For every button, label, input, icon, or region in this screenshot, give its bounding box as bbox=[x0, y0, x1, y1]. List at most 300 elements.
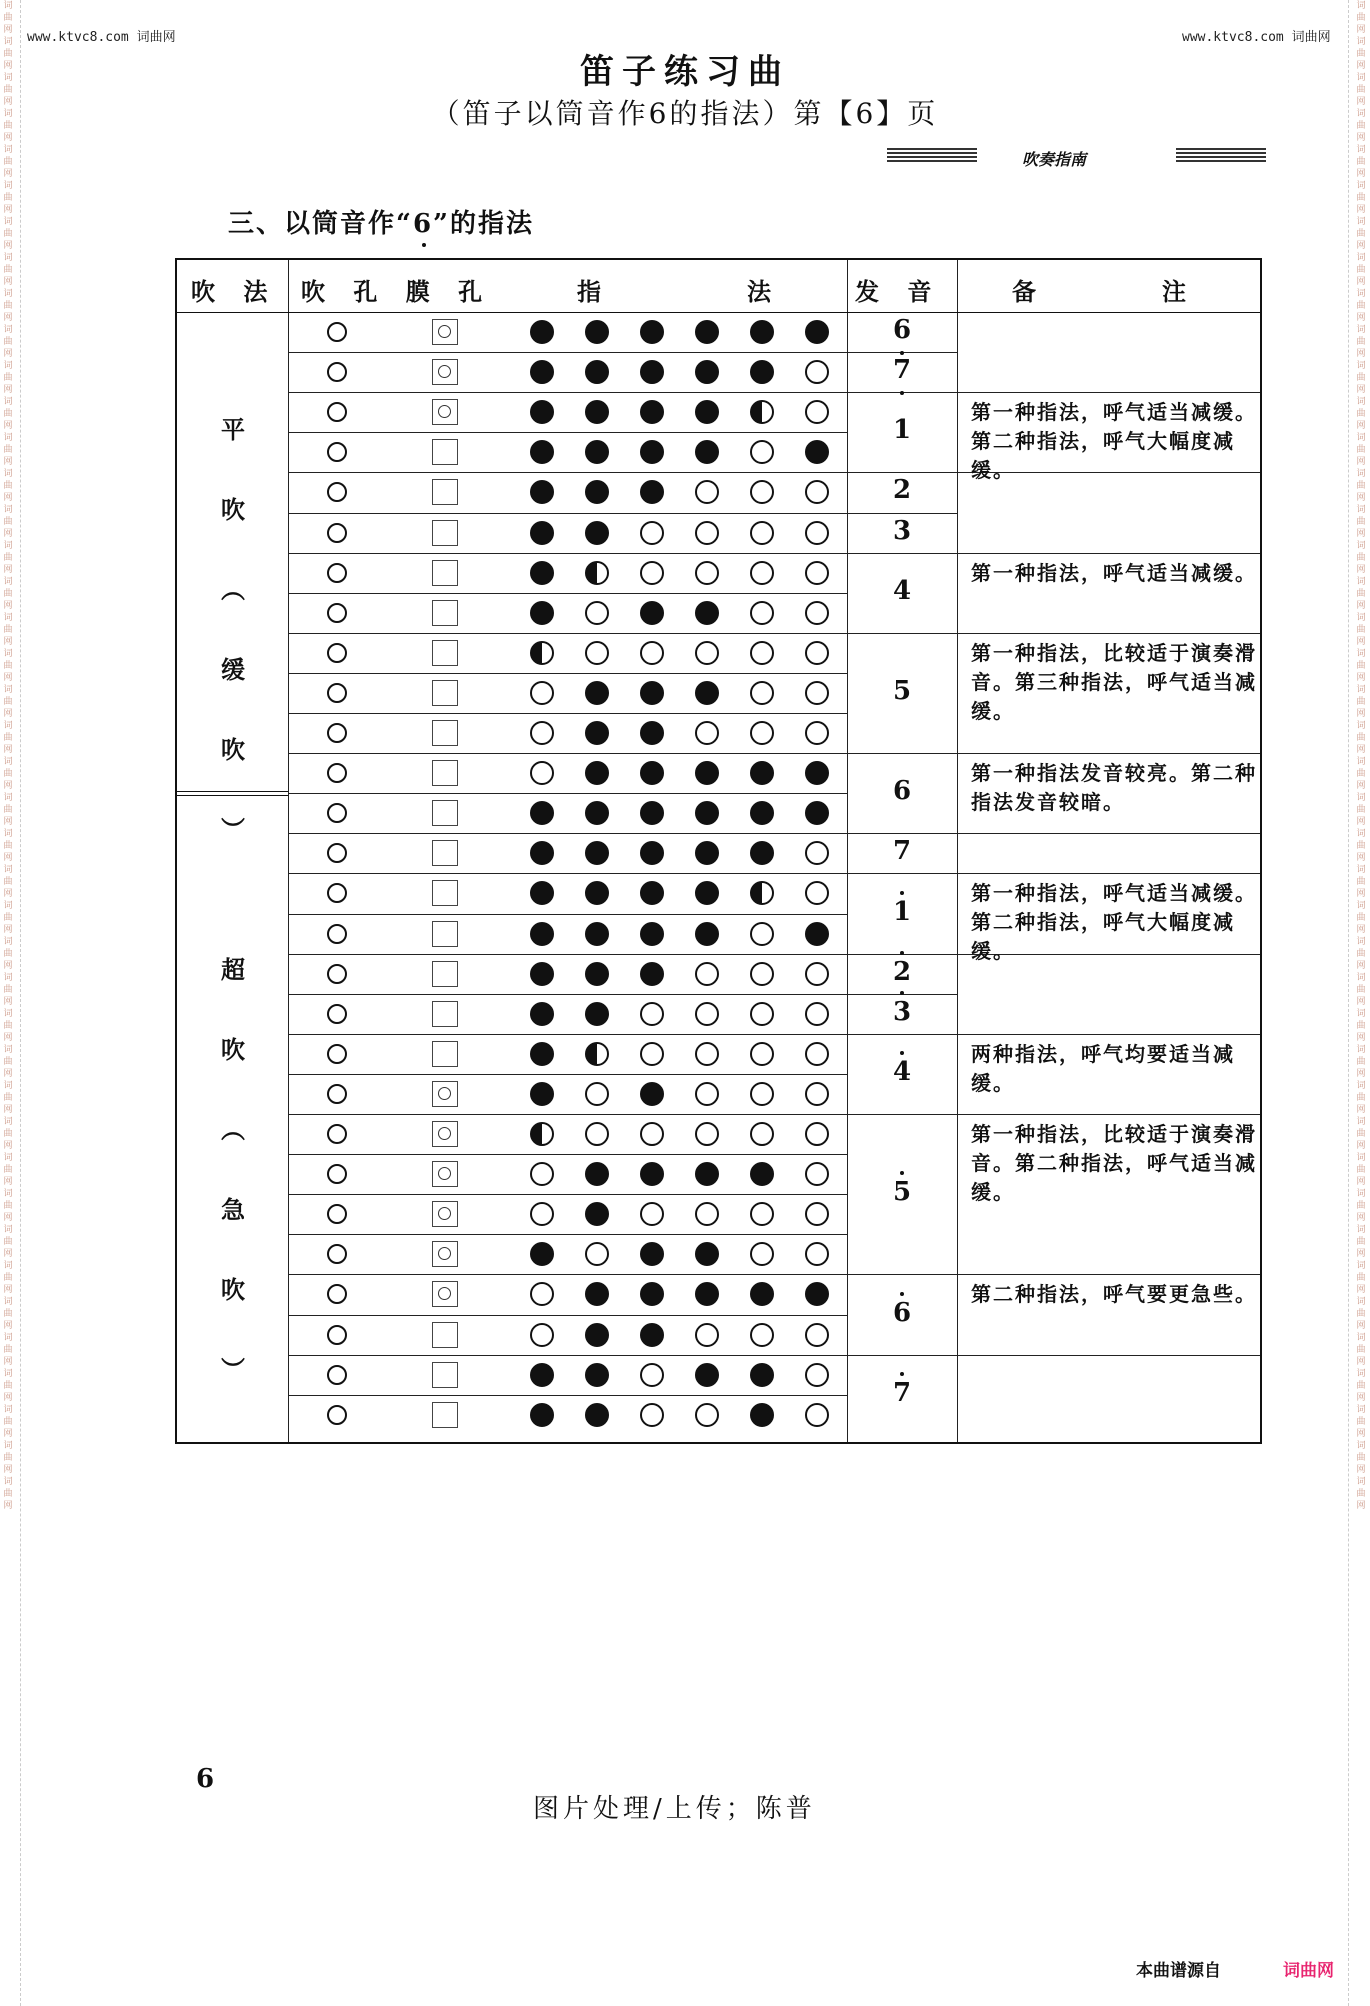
finger-hole-icon bbox=[640, 841, 664, 865]
note-divider bbox=[847, 833, 957, 834]
note-divider bbox=[847, 1034, 957, 1035]
source-label: 本曲谱源自 bbox=[1136, 1961, 1221, 1981]
finger-hole-icon bbox=[805, 1082, 829, 1106]
row-divider bbox=[288, 553, 847, 554]
finger-hole-icon bbox=[805, 1002, 829, 1026]
finger-hole-icon bbox=[530, 1242, 554, 1266]
header-bar-right bbox=[1176, 148, 1266, 162]
finger-hole-icon bbox=[695, 521, 719, 545]
note-label: 2 bbox=[892, 475, 912, 506]
finger-hole-icon bbox=[640, 320, 664, 344]
finger-hole-icon bbox=[805, 1363, 829, 1387]
octave-dot bbox=[900, 391, 904, 395]
right-side-watermark: 词曲网词曲网词曲网词曲网词曲网词曲网词曲网词曲网词曲网词曲网词曲网词曲网词曲网词曲网词曲网词曲网词曲网词曲网词曲网词曲网词曲网词曲网词曲网词曲网词曲网词曲网词曲网词曲网词曲网词曲网词曲网词曲网词曲网词曲网词曲网词曲网词曲网词曲网词曲网词曲网词曲网词曲网 bbox=[1356, 1, 1366, 1511]
finger-hole-icon bbox=[585, 1242, 609, 1266]
finger-hole-icon bbox=[530, 1082, 554, 1106]
membrane-hole-icon bbox=[432, 1001, 458, 1027]
finger-hole-icon bbox=[585, 320, 609, 344]
finger-hole-icon bbox=[750, 521, 774, 545]
finger-hole-icon bbox=[585, 440, 609, 464]
finger-hole-icon bbox=[805, 521, 829, 545]
finger-hole-icon bbox=[695, 962, 719, 986]
octave-dot bbox=[900, 891, 904, 895]
membrane-hole-icon bbox=[432, 319, 458, 345]
row-divider bbox=[288, 873, 847, 874]
finger-hole-icon bbox=[640, 641, 664, 665]
finger-hole-icon bbox=[640, 480, 664, 504]
finger-hole-icon bbox=[805, 641, 829, 665]
finger-hole-icon bbox=[805, 1242, 829, 1266]
finger-hole-icon bbox=[640, 922, 664, 946]
note-divider bbox=[847, 1274, 957, 1275]
right-side-line bbox=[1348, 0, 1349, 2006]
row-divider bbox=[288, 753, 847, 754]
finger-hole-icon bbox=[695, 1042, 719, 1066]
finger-hole-icon bbox=[750, 480, 774, 504]
note-label: 4 bbox=[892, 1056, 912, 1087]
blow-hole-icon bbox=[327, 603, 347, 623]
header-note: 发 音 bbox=[855, 277, 942, 306]
row-divider bbox=[288, 1315, 847, 1316]
row-divider bbox=[288, 994, 847, 995]
finger-hole-icon bbox=[530, 1042, 554, 1066]
finger-hole-icon bbox=[530, 1202, 554, 1226]
mode-high-char: ︵ bbox=[221, 1115, 245, 1144]
finger-hole-icon bbox=[805, 1323, 829, 1347]
finger-hole-icon bbox=[530, 881, 554, 905]
membrane-hole-icon bbox=[432, 1241, 458, 1267]
finger-hole-icon bbox=[750, 761, 774, 785]
finger-hole-icon bbox=[695, 721, 719, 745]
blow-hole-icon bbox=[327, 563, 347, 583]
finger-hole-icon bbox=[530, 480, 554, 504]
row-divider bbox=[288, 713, 847, 714]
finger-hole-icon bbox=[530, 721, 554, 745]
finger-hole-icon bbox=[695, 360, 719, 384]
finger-hole-icon bbox=[585, 1082, 609, 1106]
finger-hole-icon bbox=[750, 561, 774, 585]
row-divider bbox=[288, 432, 847, 433]
finger-hole-icon bbox=[530, 841, 554, 865]
finger-hole-icon bbox=[805, 922, 829, 946]
left-side-watermark: 词曲网词曲网词曲网词曲网词曲网词曲网词曲网词曲网词曲网词曲网词曲网词曲网词曲网词曲网词曲网词曲网词曲网词曲网词曲网词曲网词曲网词曲网词曲网词曲网词曲网词曲网词曲网词曲网词曲网词曲网词曲网词曲网词曲网词曲网词曲网词曲网词曲网词曲网词曲网词曲网词曲网词曲网 bbox=[3, 1, 13, 1511]
finger-hole-icon bbox=[695, 761, 719, 785]
finger-hole-icon bbox=[750, 922, 774, 946]
remark-divider bbox=[957, 873, 1260, 874]
note-label: 6 bbox=[892, 776, 912, 807]
mode-high-char: 吹 bbox=[221, 1035, 245, 1064]
finger-hole-icon bbox=[640, 1082, 664, 1106]
finger-hole-icon bbox=[640, 521, 664, 545]
mode-divider bbox=[177, 791, 288, 792]
membrane-hole-icon bbox=[432, 1281, 458, 1307]
finger-hole-icon bbox=[585, 360, 609, 384]
blow-hole-icon bbox=[327, 1405, 347, 1425]
remark-divider bbox=[957, 753, 1260, 754]
finger-hole-icon bbox=[585, 480, 609, 504]
finger-hole-icon bbox=[750, 881, 774, 905]
remark-divider bbox=[957, 1355, 1260, 1356]
finger-hole-icon bbox=[695, 641, 719, 665]
finger-hole-icon bbox=[530, 440, 554, 464]
finger-hole-icon bbox=[695, 440, 719, 464]
finger-hole-icon bbox=[695, 400, 719, 424]
finger-hole-icon bbox=[585, 521, 609, 545]
finger-hole-icon bbox=[585, 1122, 609, 1146]
finger-hole-icon bbox=[805, 761, 829, 785]
finger-hole-icon bbox=[750, 801, 774, 825]
octave-dot bbox=[900, 1292, 904, 1296]
finger-hole-icon bbox=[530, 1162, 554, 1186]
finger-hole-icon bbox=[695, 1323, 719, 1347]
blow-hole-icon bbox=[327, 843, 347, 863]
note-divider bbox=[847, 873, 957, 874]
finger-hole-icon bbox=[530, 1122, 554, 1146]
finger-hole-icon bbox=[530, 360, 554, 384]
header-remark-a: 备 bbox=[1012, 277, 1046, 306]
finger-hole-icon bbox=[585, 801, 609, 825]
finger-hole-icon bbox=[640, 1282, 664, 1306]
finger-hole-icon bbox=[585, 1202, 609, 1226]
row-divider bbox=[288, 392, 847, 393]
membrane-hole-icon bbox=[432, 439, 458, 465]
finger-hole-icon bbox=[695, 1082, 719, 1106]
row-divider bbox=[288, 1274, 847, 1275]
finger-hole-icon bbox=[750, 1323, 774, 1347]
left-side-line bbox=[20, 0, 21, 2006]
finger-hole-icon bbox=[805, 881, 829, 905]
finger-hole-icon bbox=[695, 601, 719, 625]
note-divider bbox=[847, 553, 957, 554]
finger-hole-icon bbox=[750, 641, 774, 665]
membrane-hole-icon bbox=[432, 359, 458, 385]
header-remark-b: 注 bbox=[1162, 277, 1196, 306]
note-label: 2 bbox=[892, 956, 912, 987]
note-label: 7 bbox=[892, 836, 912, 867]
row-divider bbox=[288, 1234, 847, 1235]
note-label: 5 bbox=[892, 675, 912, 706]
finger-hole-icon bbox=[750, 1202, 774, 1226]
header-tag: 吹奏指南 bbox=[1022, 150, 1087, 169]
finger-hole-icon bbox=[640, 601, 664, 625]
membrane-hole-icon bbox=[432, 1201, 458, 1227]
octave-dot bbox=[900, 951, 904, 955]
finger-hole-icon bbox=[585, 1282, 609, 1306]
row-divider bbox=[288, 1355, 847, 1356]
blow-hole-icon bbox=[327, 1365, 347, 1385]
blow-hole-icon bbox=[327, 1204, 347, 1224]
octave-dot bbox=[900, 991, 904, 995]
membrane-hole-icon bbox=[432, 840, 458, 866]
row-divider bbox=[288, 833, 847, 834]
row-divider bbox=[288, 914, 847, 915]
finger-hole-icon bbox=[750, 601, 774, 625]
membrane-hole-icon bbox=[432, 921, 458, 947]
finger-hole-icon bbox=[695, 1242, 719, 1266]
finger-hole-icon bbox=[750, 841, 774, 865]
finger-hole-icon bbox=[805, 561, 829, 585]
finger-hole-icon bbox=[585, 400, 609, 424]
blow-hole-icon bbox=[327, 402, 347, 422]
blow-hole-icon bbox=[327, 322, 347, 342]
blow-hole-icon bbox=[327, 1084, 347, 1104]
note-divider bbox=[847, 1355, 957, 1356]
header-holes: 吹 孔 膜 孔 bbox=[301, 277, 493, 306]
membrane-hole-icon bbox=[432, 680, 458, 706]
finger-hole-icon bbox=[750, 400, 774, 424]
remark-text: 第一种指法发音较亮。第二种指法发音较暗。 bbox=[971, 761, 1257, 815]
membrane-hole-icon bbox=[432, 520, 458, 546]
mode-high-char: 超 bbox=[221, 955, 245, 984]
finger-hole-icon bbox=[750, 1162, 774, 1186]
note-divider bbox=[847, 753, 957, 754]
blow-hole-icon bbox=[327, 1124, 347, 1144]
finger-hole-icon bbox=[640, 801, 664, 825]
finger-hole-icon bbox=[640, 1242, 664, 1266]
finger-hole-icon bbox=[750, 1082, 774, 1106]
finger-hole-icon bbox=[585, 841, 609, 865]
finger-hole-icon bbox=[750, 962, 774, 986]
note-label: 5 bbox=[892, 1177, 912, 1208]
finger-hole-icon bbox=[805, 681, 829, 705]
finger-hole-icon bbox=[530, 761, 554, 785]
finger-hole-icon bbox=[805, 1162, 829, 1186]
remark-text: 第一种指法，呼气适当减缓。 bbox=[971, 560, 1257, 585]
blow-hole-icon bbox=[327, 964, 347, 984]
finger-hole-icon bbox=[640, 761, 664, 785]
finger-hole-icon bbox=[750, 721, 774, 745]
note-label: 1 bbox=[892, 415, 912, 446]
finger-hole-icon bbox=[750, 1403, 774, 1427]
finger-hole-icon bbox=[640, 681, 664, 705]
finger-hole-icon bbox=[640, 1162, 664, 1186]
finger-hole-icon bbox=[640, 360, 664, 384]
note-divider bbox=[847, 633, 957, 634]
blow-hole-icon bbox=[327, 763, 347, 783]
finger-hole-icon bbox=[805, 1403, 829, 1427]
finger-hole-icon bbox=[640, 962, 664, 986]
finger-hole-icon bbox=[585, 761, 609, 785]
note-label: 3 bbox=[892, 515, 912, 546]
note-label: 3 bbox=[892, 996, 912, 1027]
finger-hole-icon bbox=[530, 962, 554, 986]
blow-hole-icon bbox=[327, 643, 347, 663]
membrane-hole-icon bbox=[432, 880, 458, 906]
brand-logo[interactable]: 词曲网 bbox=[1283, 1961, 1334, 1981]
octave-dot bbox=[900, 1051, 904, 1055]
mode-high-char: 吹 bbox=[221, 1275, 245, 1304]
row-divider bbox=[288, 1114, 847, 1115]
mode-low-char: 吹 bbox=[221, 495, 245, 524]
note-label: 4 bbox=[892, 575, 912, 606]
mode-low-char: 缓 bbox=[221, 655, 245, 684]
footer-credit: 图片处理/上传；陈普 bbox=[533, 1794, 816, 1824]
finger-hole-icon bbox=[530, 1403, 554, 1427]
row-divider bbox=[288, 513, 847, 514]
finger-hole-icon bbox=[750, 360, 774, 384]
finger-hole-icon bbox=[585, 962, 609, 986]
finger-hole-icon bbox=[695, 881, 719, 905]
finger-hole-icon bbox=[805, 320, 829, 344]
finger-hole-icon bbox=[640, 400, 664, 424]
finger-hole-icon bbox=[530, 801, 554, 825]
membrane-hole-icon bbox=[432, 1402, 458, 1428]
finger-hole-icon bbox=[695, 841, 719, 865]
blow-hole-icon bbox=[327, 523, 347, 543]
remark-text: 第二种指法，呼气要更急些。 bbox=[971, 1282, 1257, 1307]
remark-text: 第一种指法，呼气适当减缓。第二种指法，呼气大幅度减缓。 bbox=[971, 881, 1257, 964]
finger-hole-icon bbox=[585, 1403, 609, 1427]
finger-hole-icon bbox=[640, 561, 664, 585]
finger-hole-icon bbox=[585, 641, 609, 665]
note-divider bbox=[847, 472, 957, 473]
finger-hole-icon bbox=[695, 681, 719, 705]
page-subtitle: （笛子以筒音作6的指法）第【6】页 bbox=[431, 97, 939, 130]
note-label: 6 bbox=[892, 315, 912, 346]
row-divider bbox=[288, 793, 847, 794]
membrane-hole-icon bbox=[432, 399, 458, 425]
membrane-hole-icon bbox=[432, 640, 458, 666]
note-label: 6 bbox=[892, 1297, 912, 1328]
membrane-hole-icon bbox=[432, 1362, 458, 1388]
row-divider bbox=[288, 1194, 847, 1195]
finger-hole-icon bbox=[585, 1323, 609, 1347]
row-divider bbox=[288, 954, 847, 955]
finger-hole-icon bbox=[695, 1122, 719, 1146]
remark-divider bbox=[957, 633, 1260, 634]
header-mode: 吹 法 bbox=[191, 277, 278, 306]
membrane-hole-icon bbox=[432, 479, 458, 505]
blow-hole-icon bbox=[327, 1244, 347, 1264]
header-bar-left bbox=[887, 148, 977, 162]
finger-hole-icon bbox=[750, 1122, 774, 1146]
finger-hole-icon bbox=[530, 561, 554, 585]
note-label: 7 bbox=[892, 355, 912, 386]
note-divider bbox=[847, 513, 957, 514]
membrane-hole-icon bbox=[432, 720, 458, 746]
finger-hole-icon bbox=[750, 1363, 774, 1387]
row-divider bbox=[288, 1395, 847, 1396]
mode-divider bbox=[177, 795, 288, 796]
finger-hole-icon bbox=[805, 962, 829, 986]
finger-hole-icon bbox=[695, 801, 719, 825]
blow-hole-icon bbox=[327, 442, 347, 462]
watermark-right: www.ktvc8.com 词曲网 bbox=[1182, 30, 1331, 45]
blow-hole-icon bbox=[327, 924, 347, 944]
finger-hole-icon bbox=[530, 641, 554, 665]
note-divider bbox=[847, 1114, 957, 1115]
octave-dot bbox=[900, 1171, 904, 1175]
blow-hole-icon bbox=[327, 362, 347, 382]
finger-hole-icon bbox=[805, 1282, 829, 1306]
finger-hole-icon bbox=[750, 320, 774, 344]
page-title: 笛子练习曲 bbox=[580, 52, 790, 92]
finger-hole-icon bbox=[805, 480, 829, 504]
remark-text: 第一种指法，比较适于演奏滑音。第二种指法，呼气适当减缓。 bbox=[971, 1122, 1257, 1204]
finger-hole-icon bbox=[640, 440, 664, 464]
finger-hole-icon bbox=[695, 561, 719, 585]
finger-hole-icon bbox=[640, 721, 664, 745]
membrane-hole-icon bbox=[432, 1041, 458, 1067]
row-divider bbox=[288, 472, 847, 473]
blow-hole-icon bbox=[327, 723, 347, 743]
blow-hole-icon bbox=[327, 1044, 347, 1064]
finger-hole-icon bbox=[695, 922, 719, 946]
remark-divider bbox=[957, 833, 1260, 834]
finger-hole-icon bbox=[640, 1002, 664, 1026]
membrane-hole-icon bbox=[432, 600, 458, 626]
note-label: 7 bbox=[892, 1377, 912, 1408]
finger-hole-icon bbox=[805, 841, 829, 865]
blow-hole-icon bbox=[327, 482, 347, 502]
remark-text: 两种指法，呼气均要适当减缓。 bbox=[971, 1041, 1235, 1095]
blow-hole-icon bbox=[327, 1284, 347, 1304]
finger-hole-icon bbox=[695, 1002, 719, 1026]
finger-hole-icon bbox=[695, 1282, 719, 1306]
finger-hole-icon bbox=[750, 1002, 774, 1026]
finger-hole-icon bbox=[805, 1042, 829, 1066]
blow-hole-icon bbox=[327, 1325, 347, 1345]
finger-hole-icon bbox=[750, 440, 774, 464]
finger-hole-icon bbox=[695, 1403, 719, 1427]
finger-hole-icon bbox=[640, 1403, 664, 1427]
note-label: 1 bbox=[892, 896, 912, 927]
finger-hole-icon bbox=[585, 1042, 609, 1066]
mode-high-char: ︶ bbox=[221, 1355, 245, 1384]
finger-hole-icon bbox=[530, 400, 554, 424]
fingering-table bbox=[175, 258, 1262, 1444]
membrane-hole-icon bbox=[432, 1081, 458, 1107]
finger-hole-icon bbox=[585, 1363, 609, 1387]
mode-low-char: ︶ bbox=[221, 815, 245, 844]
membrane-hole-icon bbox=[432, 1322, 458, 1348]
section-heading-dot bbox=[422, 243, 426, 247]
finger-hole-icon bbox=[805, 1122, 829, 1146]
header-finger-b: 法 bbox=[747, 277, 781, 306]
finger-hole-icon bbox=[585, 1162, 609, 1186]
blow-hole-icon bbox=[327, 883, 347, 903]
finger-hole-icon bbox=[530, 320, 554, 344]
section-heading: 三、以筒音作“6”的指法 bbox=[228, 209, 535, 239]
mode-high-char: 急 bbox=[221, 1195, 245, 1224]
remark-divider bbox=[957, 1034, 1260, 1035]
finger-hole-icon bbox=[805, 440, 829, 464]
finger-hole-icon bbox=[530, 922, 554, 946]
finger-hole-icon bbox=[695, 1202, 719, 1226]
finger-hole-icon bbox=[585, 922, 609, 946]
finger-hole-icon bbox=[695, 1363, 719, 1387]
finger-hole-icon bbox=[695, 320, 719, 344]
finger-hole-icon bbox=[805, 601, 829, 625]
finger-hole-icon bbox=[640, 1042, 664, 1066]
column-divider bbox=[847, 260, 848, 1442]
finger-hole-icon bbox=[530, 1002, 554, 1026]
finger-hole-icon bbox=[750, 1242, 774, 1266]
finger-hole-icon bbox=[805, 721, 829, 745]
watermark-left: www.ktvc8.com 词曲网 bbox=[27, 30, 176, 45]
row-divider bbox=[288, 1034, 847, 1035]
remark-text: 第一种指法，比较适于演奏滑音。第三种指法，呼气适当减缓。 bbox=[971, 640, 1257, 723]
finger-hole-icon bbox=[805, 801, 829, 825]
finger-hole-icon bbox=[585, 721, 609, 745]
finger-hole-icon bbox=[750, 1282, 774, 1306]
remark-divider bbox=[957, 392, 1260, 393]
column-divider bbox=[288, 260, 289, 1442]
finger-hole-icon bbox=[530, 1323, 554, 1347]
finger-hole-icon bbox=[585, 601, 609, 625]
membrane-hole-icon bbox=[432, 1161, 458, 1187]
finger-hole-icon bbox=[695, 1162, 719, 1186]
